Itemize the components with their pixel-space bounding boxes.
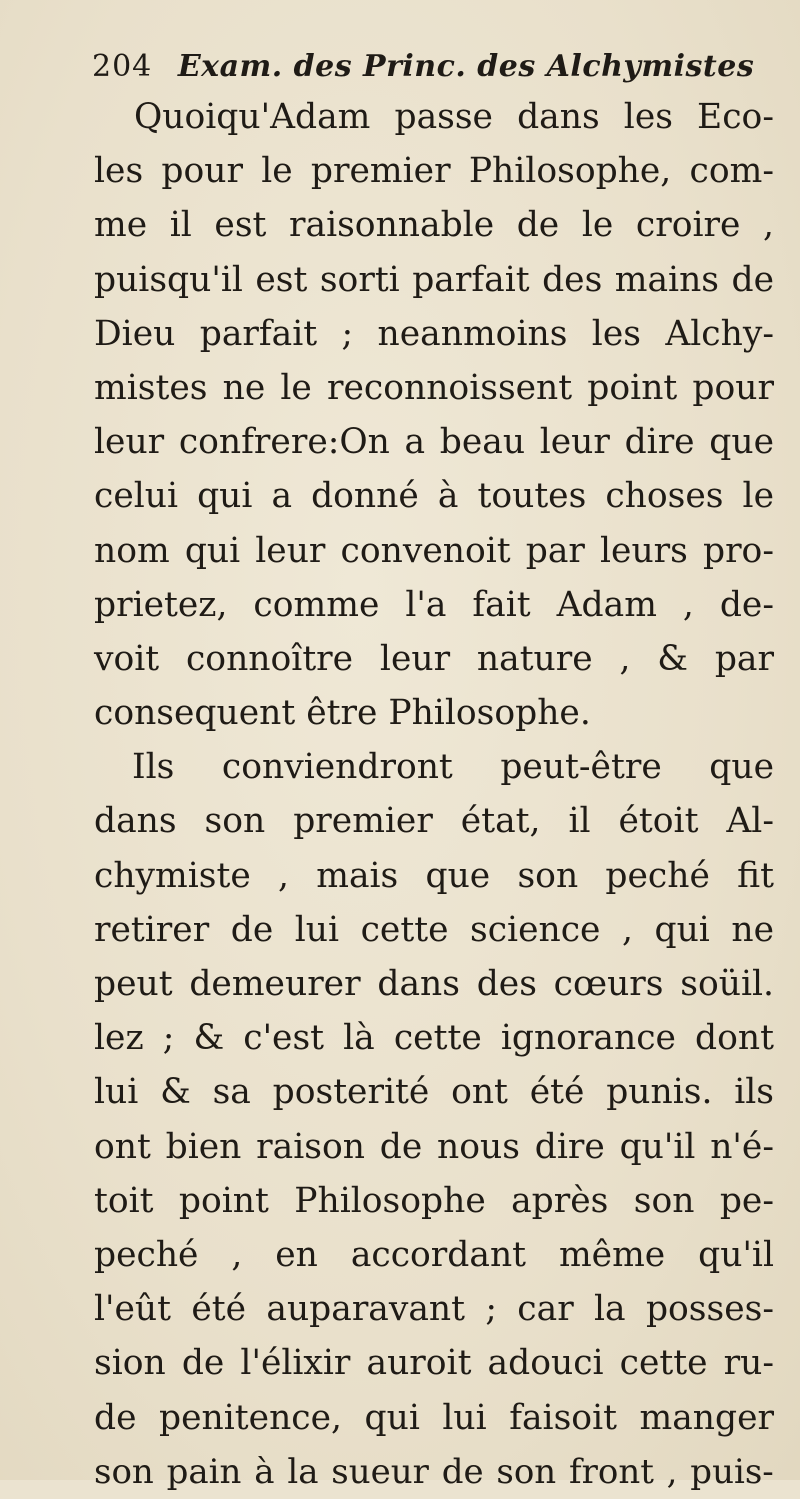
text-line: Dieu parfait ; neanmoins les Alchy- — [94, 313, 774, 354]
text-line: dans son premier état, il étoit Al- — [94, 801, 774, 842]
text-line: celui qui a donné à toutes choses le — [94, 476, 774, 517]
text-line: me il est raisonnable de le croire , — [94, 205, 774, 246]
text-line: voit connoître leur nature , & par — [94, 638, 774, 679]
text-line: leur confrere:On a beau leur dire que — [94, 422, 774, 463]
text-line: toit point Philosophe après son pe- — [94, 1180, 774, 1221]
text-line: de penitence, qui lui faisoit manger — [94, 1397, 774, 1438]
text-line: nom qui leur convenoit par leurs pro- — [94, 530, 774, 571]
text-line: consequent être Philosophe. — [94, 693, 591, 734]
page-number: 204 — [92, 49, 153, 84]
text-line: lez ; & c'est là cette ignorance dont — [94, 1018, 774, 1059]
text-line: Ils conviendront peut-être que — [132, 747, 774, 788]
text-line: peché , en accordant même qu'il — [94, 1234, 774, 1275]
text-line: prietez, comme l'a fait Adam , de- — [94, 584, 774, 625]
text-line: chymiste , mais que son peché fit — [94, 855, 774, 896]
running-head: Exam. des Princ. des Alchymistes — [177, 49, 755, 84]
paragraph-2 — [94, 740, 774, 1499]
text-line: l'eût été auparavant ; car la posses- — [94, 1289, 774, 1330]
text-line: mistes ne le reconnoissent point pour — [94, 367, 774, 408]
text-line: ont bien raison de nous dire qu'il n'é- — [94, 1126, 774, 1167]
text-line: les pour le premier Philosophe, com- — [94, 151, 774, 192]
text-line: sion de l'élixir auroit adouci cette ru- — [94, 1343, 774, 1384]
text-line: lui & sa posterité ont été punis. ils — [94, 1072, 774, 1113]
text-line: retirer de lui cette science , qui ne — [94, 909, 774, 950]
text-line: son pain à la sueur de son front , puis- — [94, 1451, 774, 1492]
text-line: puisqu'il est sorti parfait des mains de — [94, 259, 774, 300]
body-text — [94, 90, 774, 1499]
text-line: peut demeurer dans des cœurs soüil. — [94, 964, 774, 1004]
text-line: Quoiqu'Adam passe dans les Eco- — [134, 97, 774, 137]
paragraph-1 — [94, 90, 774, 740]
page-header — [92, 44, 755, 90]
